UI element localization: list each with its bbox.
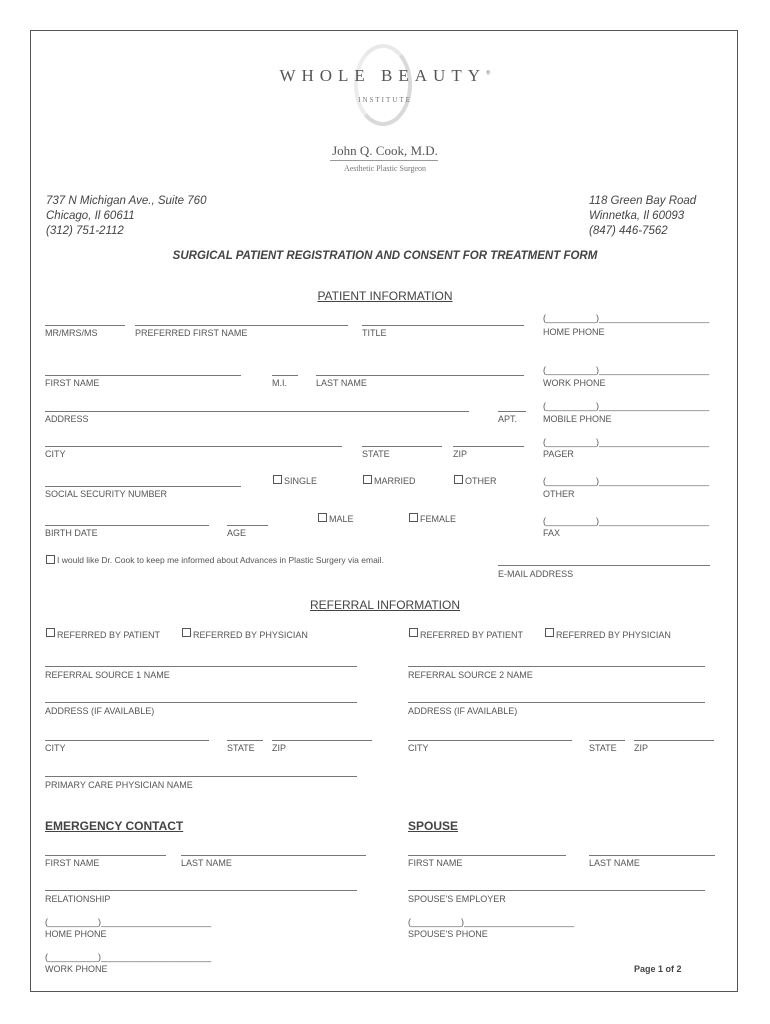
spouse-last-name-label: LAST NAME <box>589 858 640 868</box>
age-label: AGE <box>227 528 247 538</box>
married-label: MARRIED <box>374 476 416 486</box>
birth-date-line[interactable] <box>45 525 209 526</box>
mi-label: M.I. <box>272 378 287 388</box>
primary-care-line[interactable] <box>45 776 357 777</box>
fax-line[interactable]: (__________)______________________ <box>543 516 710 526</box>
city-label: CITY <box>45 449 66 459</box>
institute-label: INSTITUTE <box>358 96 412 104</box>
ref1-by-patient-checkbox[interactable] <box>46 628 55 637</box>
brand-logo: WHOLE BEAUTY® <box>279 66 491 85</box>
form-title: SURGICAL PATIENT REGISTRATION AND CONSENT FOR TREATMENT FORM <box>172 250 598 262</box>
spouse-employer-line[interactable] <box>408 890 705 891</box>
ref1-city-label: CITY <box>45 743 66 753</box>
city-line[interactable] <box>45 446 342 447</box>
email-label: E-MAIL ADDRESS <box>498 569 574 579</box>
address-left: 737 N Michigan Ave., Suite 760 Chicago, Il 60611 (312) 751-2112 <box>46 195 207 237</box>
mr-label: MR/MRS/MS <box>45 328 98 338</box>
first-name-line[interactable] <box>45 375 241 376</box>
ref1-name-line[interactable] <box>45 666 357 667</box>
apt-line[interactable] <box>498 411 526 412</box>
ec-work-phone-label: WORK PHONE <box>45 964 108 974</box>
ec-relationship-label: RELATIONSHIP <box>45 894 111 904</box>
ec-home-phone-line[interactable]: (__________)______________________ <box>45 917 212 927</box>
work-phone-label: WORK PHONE <box>543 378 606 388</box>
ref1-address-line[interactable] <box>45 702 357 703</box>
emergency-contact-heading: EMERGENCY CONTACT <box>45 819 184 833</box>
ref2-name-line[interactable] <box>408 666 705 667</box>
ref2-state-label: STATE <box>589 743 617 753</box>
ref1-name-label: REFERRAL SOURCE 1 NAME <box>45 670 170 680</box>
mr-line[interactable] <box>45 325 125 326</box>
spouse-heading: SPOUSE <box>408 819 459 833</box>
home-phone-label: HOME PHONE <box>543 327 605 337</box>
ec-work-phone-line[interactable]: (__________)______________________ <box>45 952 212 962</box>
preferred-first-name-label: PREFERRED FIRST NAME <box>135 328 248 338</box>
ref2-by-physician-checkbox[interactable] <box>545 628 554 637</box>
email-optin-checkbox[interactable] <box>46 555 55 564</box>
first-name-label: FIRST NAME <box>45 378 100 388</box>
male-label: MALE <box>329 514 354 524</box>
primary-care-label: PRIMARY CARE PHYSICIAN NAME <box>45 780 193 790</box>
spouse-employer-label: SPOUSE'S EMPLOYER <box>408 894 506 904</box>
ref2-address-line[interactable] <box>408 702 705 703</box>
spouse-first-name-label: FIRST NAME <box>408 858 463 868</box>
title-line[interactable] <box>362 325 524 326</box>
state-line[interactable] <box>362 446 442 447</box>
doctor-divider <box>330 160 438 161</box>
referral-info-heading: REFERRAL INFORMATION <box>309 598 460 612</box>
doctor-name: John Q. Cook, M.D. <box>332 143 438 158</box>
ref1-by-patient-label: REFERRED BY PATIENT <box>57 630 161 640</box>
female-checkbox[interactable] <box>409 513 418 522</box>
ec-last-name-line[interactable] <box>181 855 366 856</box>
ref2-city-label: CITY <box>408 743 429 753</box>
male-checkbox[interactable] <box>318 513 327 522</box>
single-label: SINGLE <box>284 476 318 486</box>
ssn-label: SOCIAL SECURITY NUMBER <box>45 489 168 499</box>
other-status-checkbox[interactable] <box>454 475 463 484</box>
ec-relationship-line[interactable] <box>45 890 357 891</box>
preferred-first-name-line[interactable] <box>135 325 348 326</box>
ssn-line[interactable] <box>45 486 241 487</box>
birth-date-label: BIRTH DATE <box>45 528 98 538</box>
form-border <box>30 30 738 992</box>
email-line[interactable] <box>498 565 710 566</box>
apt-label: APT. <box>498 414 518 424</box>
spouse-phone-label: SPOUSE'S PHONE <box>408 929 488 939</box>
other-status-label: OTHER <box>465 476 497 486</box>
ref1-by-physician-checkbox[interactable] <box>182 628 191 637</box>
female-label: FEMALE <box>420 514 457 524</box>
other-phone-line[interactable]: (__________)______________________ <box>543 476 710 486</box>
ref2-by-patient-label: REFERRED BY PATIENT <box>420 630 524 640</box>
ref2-name-label: REFERRAL SOURCE 2 NAME <box>408 670 533 680</box>
home-phone-line[interactable]: (__________)______________________ <box>543 313 710 323</box>
doctor-title: Aesthetic Plastic Surgeon <box>343 164 427 173</box>
ec-first-name-label: FIRST NAME <box>45 858 100 868</box>
ref1-city-line[interactable] <box>45 740 209 741</box>
last-name-line[interactable] <box>316 375 524 376</box>
ref1-state-line[interactable] <box>227 740 263 741</box>
age-line[interactable] <box>227 525 268 526</box>
state-label: STATE <box>362 449 390 459</box>
single-checkbox[interactable] <box>273 475 282 484</box>
ref2-by-physician-label: REFERRED BY PHYSICIAN <box>556 630 671 640</box>
ref2-zip-line[interactable] <box>634 740 714 741</box>
ref1-state-label: STATE <box>227 743 255 753</box>
page-number: Page 1 of 2 <box>634 964 682 974</box>
address-line[interactable] <box>45 411 469 412</box>
fax-label: FAX <box>543 528 561 538</box>
ec-home-phone-label: HOME PHONE <box>45 929 107 939</box>
spouse-phone-line[interactable]: (__________)______________________ <box>408 917 575 927</box>
ref2-state-line[interactable] <box>589 740 625 741</box>
address-label: ADDRESS <box>45 414 89 424</box>
last-name-label: LAST NAME <box>316 378 367 388</box>
mobile-phone-label: MOBILE PHONE <box>543 414 612 424</box>
work-phone-line[interactable]: (__________)______________________ <box>543 365 710 375</box>
patient-info-heading: PATIENT INFORMATION <box>317 289 453 303</box>
address-right: 118 Green Bay Road Winnetka, Il 60093 (847) 446-7562 <box>589 195 697 237</box>
pager-line[interactable]: (__________)______________________ <box>543 437 710 447</box>
mobile-phone-line[interactable]: (__________)______________________ <box>543 401 710 411</box>
email-optin-label: I would like Dr. Cook to keep me informed about Advances in Plastic Surgery via email. <box>57 555 384 565</box>
spouse-first-name-line[interactable] <box>408 855 566 856</box>
title-label: TITLE <box>362 328 387 338</box>
mi-line[interactable] <box>272 375 298 376</box>
zip-line[interactable] <box>453 446 524 447</box>
ref1-zip-label: ZIP <box>272 743 287 753</box>
pager-label: PAGER <box>543 449 574 459</box>
ref1-address-label: ADDRESS (IF AVAILABLE) <box>45 706 155 716</box>
ref1-by-physician-label: REFERRED BY PHYSICIAN <box>193 630 308 640</box>
zip-label: ZIP <box>453 449 468 459</box>
spouse-last-name-line[interactable] <box>589 855 715 856</box>
ref1-zip-line[interactable] <box>272 740 372 741</box>
ref2-address-label: ADDRESS (IF AVAILABLE) <box>408 706 518 716</box>
ec-first-name-line[interactable] <box>45 855 166 856</box>
ec-last-name-label: LAST NAME <box>181 858 232 868</box>
married-checkbox[interactable] <box>363 475 372 484</box>
other-phone-label: OTHER <box>543 489 575 499</box>
ref2-zip-label: ZIP <box>634 743 649 753</box>
ref2-by-patient-checkbox[interactable] <box>409 628 418 637</box>
ref2-city-line[interactable] <box>408 740 572 741</box>
